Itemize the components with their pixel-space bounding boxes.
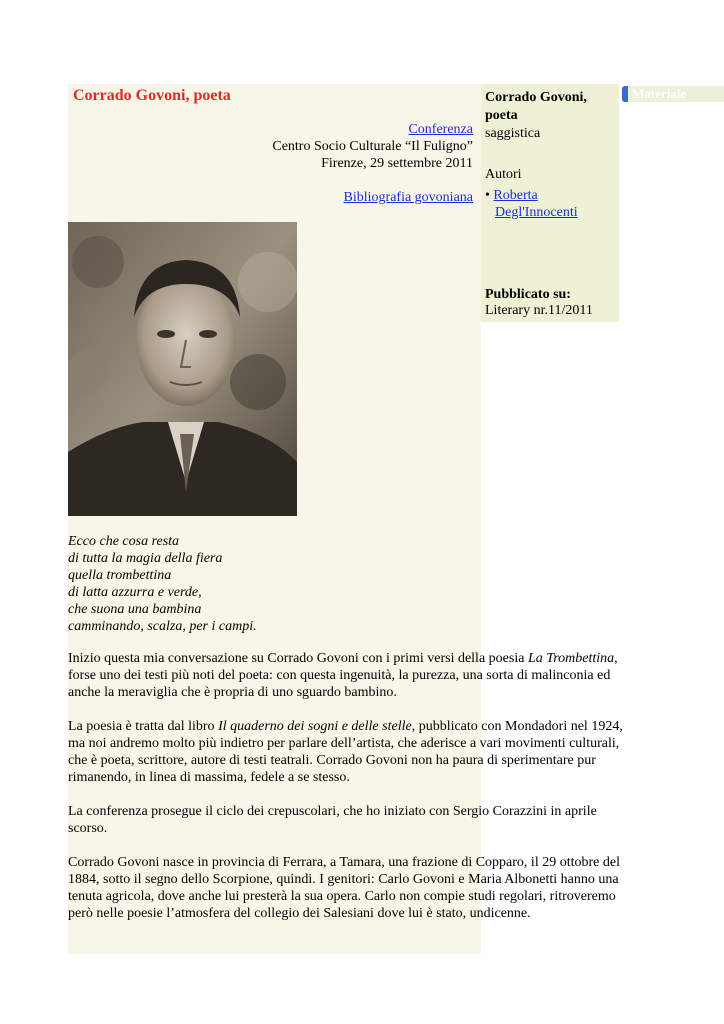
poem-line: di tutta la magia della fiera: [68, 551, 223, 566]
materiale-tab[interactable]: [622, 86, 724, 102]
paragraph: La conferenza prosegue il ciclo dei crepuscolari, che ho iniziato con Sergio Corazzini in aprile scorso.: [68, 804, 597, 836]
poem-line: che suona una bambina: [68, 602, 202, 617]
place-date-text: Firenze, 29 settembre 2011: [321, 156, 473, 171]
bullet-icon: •: [485, 188, 490, 203]
bibliography-link[interactable]: Bibliografia govoniana: [343, 190, 473, 205]
sidebar-genre: saggistica: [485, 126, 541, 141]
poem-line: Ecco che cosa resta: [68, 534, 180, 549]
sidebar-author: [485, 187, 615, 221]
article-body: [68, 650, 623, 939]
poem-line: quella trombettina: [68, 568, 172, 583]
poem: [68, 533, 257, 635]
author-photo: [68, 222, 297, 516]
paragraph: Inizio questa mia conversazione su Corrado Govoni con i primi versi della poesia La Trombettina, forse uno dei testi più noti del poeta: con questa ingenuità, la purezza, una sorta di malinconia ed anche la meraviglia che è propria di uno sguardo bambino.: [68, 651, 618, 700]
venue-text: Centro Socio Culturale “Il Fuligno”: [272, 139, 473, 154]
sidebar-published-label: Pubblicato su:: [485, 287, 571, 302]
tab-marker-icon: [622, 86, 628, 102]
sidebar-title: Corrado Govoni, poeta: [485, 90, 587, 123]
paragraph: La poesia è tratta dal libro Il quaderno dei sogni e delle stelle, pubblicato con Mondadori nel 1924, ma noi andremo molto più indietro per parlare dell’artista, che aderisce a vari movimenti culturali, che è poeta, scrittore, autore di testi teatrali. Corrado Govoni non ha paura di sperimentare pur rimanendo, in linea di massima, fedele a se stesso.: [68, 719, 623, 785]
conference-link[interactable]: Conferenza: [408, 122, 473, 137]
author-link[interactable]: Roberta Degl'Innocenti: [493, 188, 578, 220]
article-title: Corrado Govoni, poeta: [73, 87, 231, 104]
article-meta: [200, 121, 473, 206]
materiale-tab-label: Materiale: [632, 86, 687, 101]
sidebar-published-value: Literary nr.11/2011: [485, 303, 593, 318]
poem-line: camminando, scalza, per i campi.: [68, 619, 257, 634]
poem-line: di latta azzurra e verde,: [68, 585, 202, 600]
paragraph: Corrado Govoni nasce in provincia di Ferrara, a Tamara, una frazione di Copparo, il 29 ottobre del 1884, sotto il segno dello Scorpione, quindi. I genitori: Carlo Govoni e Maria Albonetti hanno una tenuta agricola, dove anche lui presterà la sua opera. Carlo non compie studi regolari, ritroveremo però nelle poesie l’atmosfera del collegio dei Salesiani dove lui è stato, undicenne.: [68, 855, 620, 921]
sidebar-authors-label: Autori: [485, 167, 522, 182]
